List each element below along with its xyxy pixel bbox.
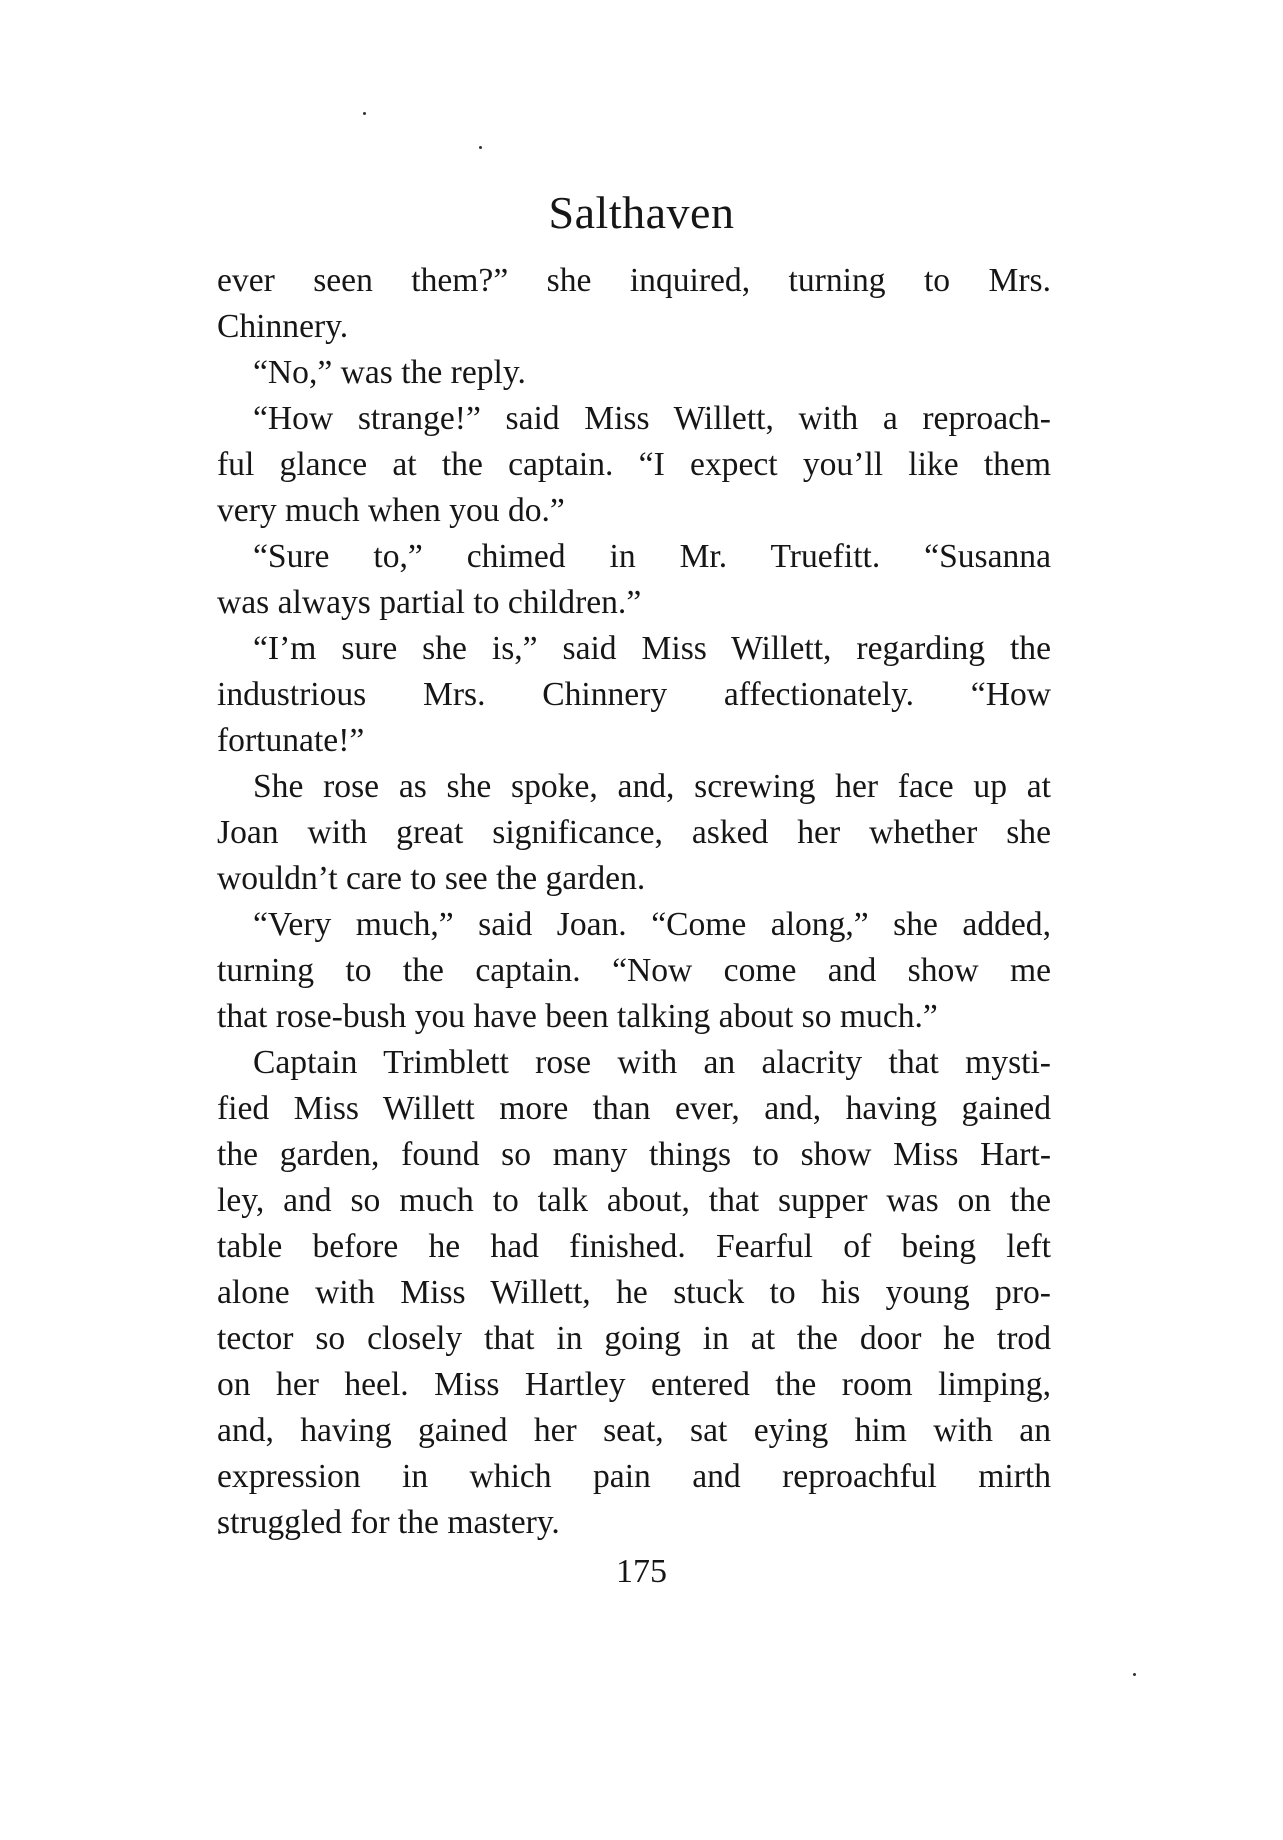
text-line: that rose-bush you have been talking about so much.” — [217, 998, 938, 1035]
text-line: ever seen them?” she inquired, turning to Mrs. — [217, 262, 1051, 299]
text-line: “I’m sure she is,” said Miss Willett, regarding the — [253, 630, 1051, 667]
text-line: fortunate!” — [217, 722, 365, 759]
text-line: She rose as she spoke, and, screwing her face up at — [253, 768, 1051, 805]
page-speck — [1133, 1673, 1136, 1676]
text-line: “No,” was the reply. — [253, 354, 526, 391]
page-speck — [363, 112, 366, 115]
text-line: “Very much,” said Joan. “Come along,” she added, — [253, 906, 1051, 943]
text-line: tector so closely that in going in at the door he trod — [217, 1320, 1051, 1357]
text-line: ley, and so much to talk about, that supper was on the — [217, 1182, 1051, 1219]
text-line: expression in which pain and reproachful mirth — [217, 1458, 1051, 1495]
text-line: turning to the captain. “Now come and show me — [217, 952, 1051, 989]
text-line: Chinnery. — [217, 308, 349, 345]
page-speck — [479, 146, 482, 149]
body-text — [217, 258, 1051, 1546]
text-line: was always partial to children.” — [217, 584, 642, 621]
text-line: the garden, found so many things to show Miss Hart- — [217, 1136, 1051, 1173]
text-line: and, having gained her seat, sat eying him with an — [217, 1412, 1051, 1449]
text-line: on her heel. Miss Hartley entered the room limping, — [217, 1366, 1051, 1403]
running-title: Salthaven — [548, 187, 735, 238]
text-line: Captain Trimblett rose with an alacrity that mysti- — [253, 1044, 1051, 1081]
text-line: “How strange!” said Miss Willett, with a reproach- — [253, 400, 1051, 437]
text-line: table before he had finished. Fearful of being left — [217, 1228, 1051, 1265]
text-line: wouldn’t care to see the garden. — [217, 860, 646, 897]
text-line: very much when you do.” — [217, 492, 565, 529]
text-line: fied Miss Willett more than ever, and, having gained — [217, 1090, 1051, 1127]
text-line: Joan with great significance, asked her whether she — [217, 814, 1051, 851]
text-line: industrious Mrs. Chinnery affectionately. “How — [217, 676, 1051, 713]
text-line: “Sure to,” chimed in Mr. Truefitt. “Susanna — [253, 538, 1051, 575]
text-line: struggled for the mastery. — [217, 1504, 560, 1541]
text-line: alone with Miss Willett, he stuck to his young pro- — [217, 1274, 1051, 1311]
text-line: ful glance at the captain. “I expect you’ll like them — [217, 446, 1051, 483]
page-number: 175 — [616, 1553, 667, 1590]
